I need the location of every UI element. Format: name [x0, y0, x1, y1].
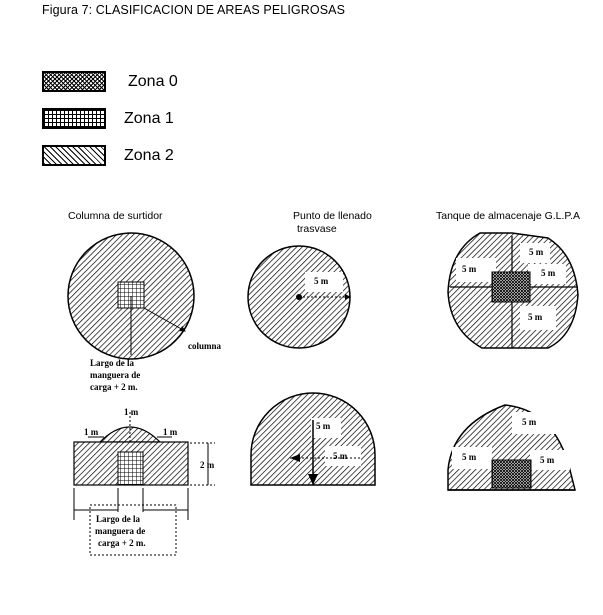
label-columna: columna	[188, 341, 222, 351]
figure-title: Figura 7: CLASIFICACION DE AREAS PELIGROSAS	[42, 3, 346, 17]
surtidor-top-view	[68, 233, 194, 359]
label-largo2-line1: Largo de la	[96, 514, 140, 524]
label-largo2-line3: carga + 2 m.	[98, 538, 146, 548]
label-largo1-line2: manguera de	[90, 370, 141, 380]
label-5m-tanque-side-left: 5 m	[462, 452, 477, 462]
section-title-columna: Columna de surtidor	[68, 210, 163, 222]
section-title-punto-b: trasvase	[297, 223, 337, 235]
label-5m-tanque-left: 5 m	[462, 264, 477, 274]
label-5m-punto-bottom-2: 5 m	[333, 451, 348, 461]
legend-label-zona2: Zona 2	[124, 147, 174, 164]
label-1m-right: 1 m	[163, 427, 178, 437]
label-5m-punto-bottom-1: 5 m	[316, 421, 331, 431]
label-5m-tanque-right: 5 m	[541, 268, 556, 278]
punto-top-view	[248, 246, 350, 348]
label-5m-tanque-top: 5 m	[529, 247, 544, 257]
section-title-tanque: Tanque de almacenaje G.L.P.A	[436, 210, 580, 222]
label-largo1-line1: Largo de la	[90, 358, 134, 368]
label-1m-top: 1 m	[124, 407, 139, 417]
label-largo1-line3: carga + 2 m.	[90, 382, 138, 392]
label-1m-left: 1 m	[84, 427, 99, 437]
tanque-side-view	[448, 405, 575, 490]
legend-label-zona0: Zona 0	[128, 73, 178, 90]
label-largo2-line2: manguera de	[95, 526, 146, 536]
legend-label-zona1: Zona 1	[124, 110, 174, 127]
section-title-punto: Punto de llenado	[293, 210, 372, 222]
label-5m-tanque-side-right: 5 m	[540, 455, 555, 465]
label-5m-tanque-bottom: 5 m	[528, 312, 543, 322]
label-5m-tanque-side-top: 5 m	[522, 417, 537, 427]
punto-side-view	[251, 393, 375, 485]
label-2m: 2 m	[200, 460, 215, 470]
label-5m-punto-top: 5 m	[314, 276, 329, 286]
tanque-top-view	[448, 233, 578, 348]
